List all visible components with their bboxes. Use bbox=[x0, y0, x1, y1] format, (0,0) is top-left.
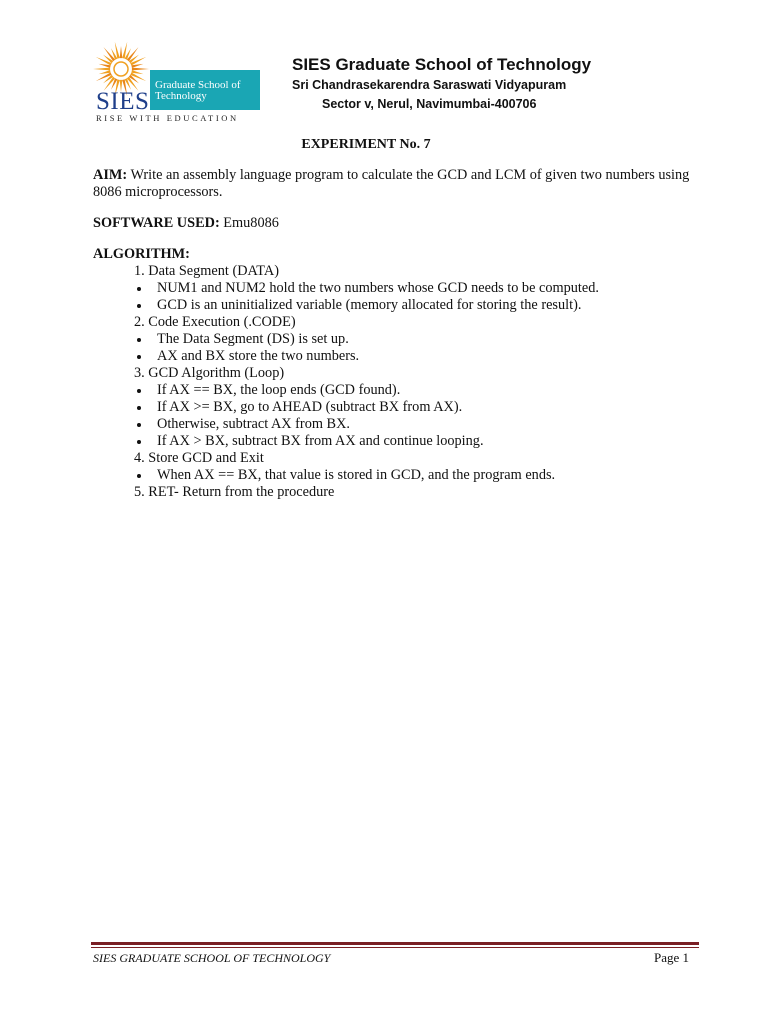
logo-box-line1: Graduate School of bbox=[155, 79, 241, 91]
logo-wordmark: SIES bbox=[96, 88, 150, 115]
aim-paragraph bbox=[93, 167, 713, 201]
page-number: Page 1 bbox=[653, 950, 689, 965]
footer-rule-thick bbox=[91, 942, 699, 945]
algorithm-step-heading: 3. GCD Algorithm (Loop) bbox=[134, 365, 285, 381]
aim-label: AIM: bbox=[93, 167, 128, 183]
institution-name: SIES Graduate School of Technology bbox=[292, 55, 592, 74]
algorithm-bullet-item: When AX == BX, that value is stored in GCD, and the program ends. bbox=[93, 467, 713, 484]
footer-rule-thin bbox=[91, 947, 699, 948]
algorithm-steps bbox=[93, 263, 713, 501]
algorithm-bullet-item: If AX > BX, subtract BX from AX and continue looping. bbox=[93, 433, 713, 450]
logo-box-line2: Technology bbox=[155, 90, 207, 102]
algorithm-bullet-item: Otherwise, subtract AX from BX. bbox=[93, 416, 713, 433]
logo-tagline: RISE WITH EDUCATION bbox=[96, 113, 239, 123]
logo-teal-box bbox=[150, 70, 260, 110]
algorithm-bullet-item: GCD is an uninitialized variable (memory allocated for storing the result). bbox=[93, 297, 713, 314]
footer-institution: SIES GRADUATE SCHOOL OF TECHNOLOGY bbox=[93, 951, 331, 965]
algorithm-bullet-item: If AX == BX, the loop ends (GCD found). bbox=[93, 382, 713, 399]
algorithm-step-heading: 2. Code Execution (.CODE) bbox=[134, 314, 296, 330]
experiment-title: EXPERIMENT No. 7 bbox=[301, 137, 431, 152]
algorithm-bullet-item: AX and BX store the two numbers. bbox=[93, 348, 713, 365]
algorithm-step-heading: 1. Data Segment (DATA) bbox=[134, 263, 279, 279]
address-line1: Sri Chandrasekarendra Saraswati Vidyapuram bbox=[292, 78, 567, 92]
institution-header bbox=[292, 54, 591, 114]
software-label: SOFTWARE USED: bbox=[93, 215, 220, 231]
aim-text: Write an assembly language program to calculate the GCD and LCM of given two numbers using 8086 microprocessors. bbox=[93, 167, 690, 200]
algorithm-bullet-item: NUM1 and NUM2 hold the two numbers whose GCD needs to be computed. bbox=[93, 280, 713, 297]
algorithm-heading: ALGORITHM: bbox=[93, 246, 190, 262]
algorithm-step-heading: 4. Store GCD and Exit bbox=[134, 450, 264, 466]
address-line2: Sector v, Nerul, Navimumbai-400706 bbox=[322, 97, 537, 111]
algorithm-bullet-item: The Data Segment (DS) is set up. bbox=[93, 331, 713, 348]
algorithm-step-heading: 5. RET- Return from the procedure bbox=[134, 484, 335, 500]
software-text: Emu8086 bbox=[219, 215, 279, 231]
document-body bbox=[93, 136, 713, 501]
algorithm-bullet-item: If AX >= BX, go to AHEAD (subtract BX from AX). bbox=[93, 399, 713, 416]
sies-logo bbox=[92, 40, 264, 126]
software-paragraph bbox=[93, 215, 713, 232]
